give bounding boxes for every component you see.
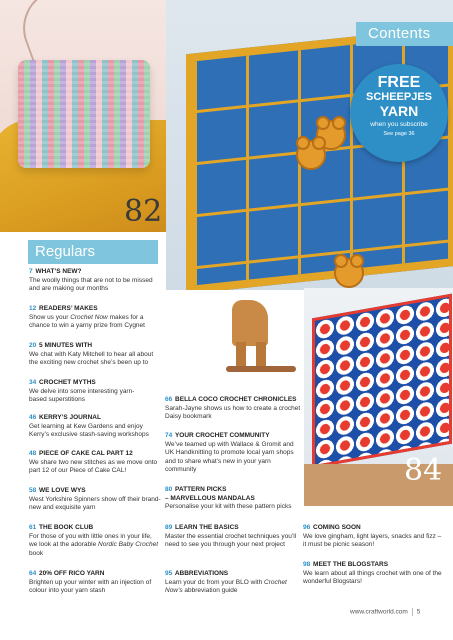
entry-page: 74 [165,432,173,439]
entry-desc: Show us your Crochet Now makes for a chance to win a yarny prize from Cygnet [29,313,145,330]
entry-page: 89 [165,524,173,531]
badge-see-page: See page 36 [383,131,415,137]
footer-url[interactable]: www.craftworld.com [350,608,408,616]
entry-title: READERS’ MAKES [39,305,98,312]
regulars-heading: Regulars [28,240,158,264]
entry-desc: The woolly things that are not to be missed and are making our months [29,276,153,293]
entry-page: 34 [29,379,37,386]
entry-title: PIECE OF CAKE CAL PART 12 [39,450,133,457]
entry-desc: Master the essential crochet techniques you’ll need to see you through your next project [165,532,297,549]
entry-title: YOUR CROCHET COMMUNITY [174,432,270,439]
footer-page-number: 5 [416,608,421,616]
free-yarn-badge[interactable] [350,64,448,162]
entry-page: 7 [29,268,33,275]
entry-title: WE LOVE WYS [39,487,86,494]
entry-page: 20 [29,342,37,349]
entry-title: 5 MINUTES WITH [39,342,93,349]
entry-whats-new[interactable] [29,268,161,294]
entry-page: 98 [303,561,311,568]
entry-desc: Personalise your kit with these pattern picks [165,503,292,511]
entry-title: THE BOOK CLUB [39,524,94,531]
entry-desc: We share two new stitches as we move onto part 12 of our Piece of Cake CAL! [29,458,158,475]
entry-learn-basics[interactable] [165,524,297,550]
entry-readers-makes[interactable] [29,305,161,331]
entry-desc: We love gingham, light layers, snacks and fizz – it must be picnic season! [303,532,442,549]
entry-coming-soon[interactable] [303,524,443,550]
badge-brand: SCHEEPJES [365,91,433,103]
entry-title: COMING SOON [313,524,361,531]
entry-blogstars[interactable] [303,561,443,587]
entry-rico-yarn[interactable] [29,570,161,596]
entry-page: 80 [165,486,173,493]
entry-desc: We’ve teamed up with Wallace & Gromit and UK Handknitting to promote local yarn shops and to share what’s new in your yarn community [165,440,294,474]
entry-page: 46 [29,414,37,421]
entry-desc: Brighten up your winter with an injection of colour into your yarn stash [29,578,152,595]
badge-subscribe: when you subscribe [370,121,428,128]
entry-page: 58 [29,487,37,494]
entry-page: 96 [303,524,311,531]
entry-5-minutes-with[interactable] [29,342,161,368]
entry-page: 64 [29,570,37,577]
granny-page-number: 84 [404,453,443,488]
entry-desc: We chat with Katy Mitchell to hear all about the exciting new crochet she’s been up to [29,350,154,367]
badge-free: FREE [377,74,421,91]
entry-title: BELLA COCO CROCHET CHRONICLES [175,396,297,403]
badge-yarn: YARN [379,103,419,119]
entry-subtitle: – MARVELLOUS MANDALAS [165,494,255,502]
entry-page: 95 [165,570,173,577]
footer-divider [412,608,413,616]
entry-desc: Get learning at Kew Gardens and enjoy Kerry’s exclusive stash-saving workshops [29,422,149,439]
entry-desc: We delve into some interesting yarn-based superstitions [29,387,135,404]
entry-page: 66 [165,396,173,403]
entry-title: LEARN THE BASICS [175,524,239,531]
entry-title: 20% OFF RICO YARN [39,570,105,577]
entry-abbreviations[interactable] [165,570,297,596]
entry-desc: Sarah-Jayne shows us how to create a crochet Daisy bookmark [165,404,301,421]
entry-title: ABBREVIATIONS [174,570,229,577]
entry-kerrys-journal[interactable] [29,414,161,440]
horse-page-number: 16 [174,315,218,355]
entry-title: KERRY’S JOURNAL [39,414,101,421]
entry-pattern-picks[interactable] [165,486,297,512]
entry-title: WHAT’S NEW? [35,268,82,275]
entry-page: 61 [29,524,37,531]
entry-title: CROCHET MYTHS [39,379,96,386]
entry-book-club[interactable] [29,524,161,558]
entry-title: PATTERN PICKS [175,486,227,493]
entry-piece-of-cake[interactable] [29,450,161,476]
entry-desc: West Yorkshire Spinners show off their brand-new and exquisite yarn [29,495,161,512]
entry-we-love-wys[interactable] [29,487,161,513]
entry-bella-coco[interactable] [165,396,301,422]
entry-page: 12 [29,305,37,312]
entry-desc: We learn about all things crochet with one of the wonderful Blogstars! [303,569,442,586]
entry-crochet-myths[interactable] [29,379,149,405]
entry-title: MEET THE BLOGSTARS [313,561,389,568]
entry-desc: For those of you with little ones in your life, we look at the adorable Nordic Baby Crochet book [29,532,159,557]
entry-desc: Learn your dc from your BLO with Crochet Now’s abbreviation guide [165,578,287,595]
entry-crochet-community[interactable] [165,432,297,475]
cushion-page-number: 82 [124,194,163,229]
footer [350,608,420,616]
entry-page: 48 [29,450,37,457]
contents-heading: Contents [356,22,453,46]
